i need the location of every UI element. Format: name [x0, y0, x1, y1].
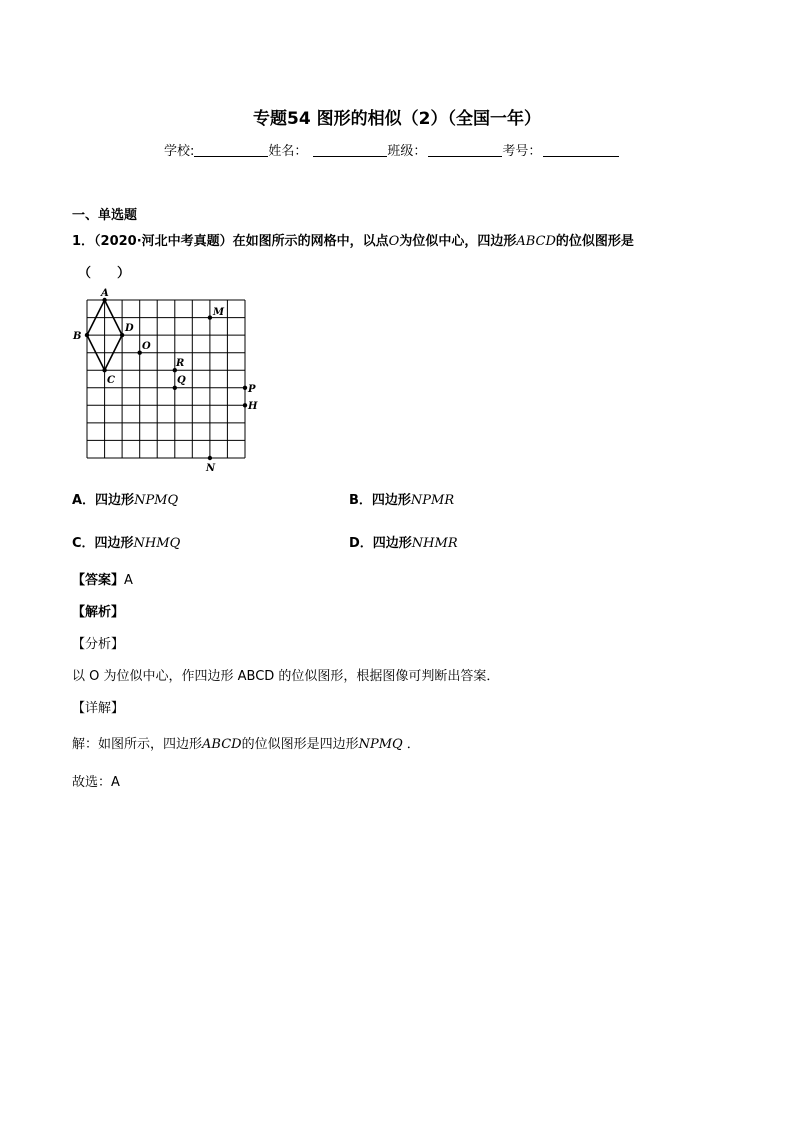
question-suffix: 的位似图形是 — [555, 234, 634, 249]
student-info-line — [164, 140, 619, 159]
option-a[interactable] — [72, 489, 178, 508]
fenxi-label: 【分析】 — [72, 637, 125, 652]
school-label: 学校: — [164, 144, 195, 159]
answer-value: A — [124, 573, 133, 588]
answer-bracket: （ ） — [78, 266, 131, 281]
point-labels — [72, 288, 258, 474]
detail-prefix: 解：如图所示，四边形 — [72, 737, 203, 752]
option-b-label: B．四边形 — [349, 493, 411, 508]
point-m — [208, 315, 212, 319]
question-quad: ABCD — [516, 234, 556, 249]
label-r: R — [176, 358, 185, 369]
page-title: 专题54 图形的相似（2）（全国一年） — [253, 109, 541, 129]
label-h: H — [248, 401, 258, 412]
class-blank — [428, 143, 502, 157]
label-n: N — [206, 463, 216, 474]
label-d: D — [125, 323, 134, 334]
name-blank — [313, 143, 387, 157]
label-c: C — [107, 375, 115, 386]
point-c — [102, 368, 106, 372]
label-b: B — [73, 331, 82, 342]
question-middle: 为位似中心，四边形 — [399, 234, 517, 249]
option-b[interactable] — [349, 489, 454, 508]
fenxi-text: 以 O 为位似中心，作四边形 ABCD 的位似图形，根据图像可判断出答案． — [72, 669, 500, 684]
option-c[interactable] — [72, 532, 180, 551]
point-q — [173, 386, 177, 390]
option-b-math: NPMR — [410, 493, 455, 508]
label-p: P — [248, 384, 256, 395]
detail-line — [72, 733, 420, 752]
option-d[interactable] — [349, 532, 458, 551]
point-n — [208, 456, 212, 460]
number-label: 考号： — [502, 144, 542, 159]
detail-result: NPMQ — [358, 737, 403, 752]
choose-line: 故选：A — [72, 775, 120, 790]
point-d — [120, 333, 124, 337]
point-p — [243, 386, 247, 390]
detail-quad: ABCD — [202, 737, 242, 752]
point-b — [85, 333, 89, 337]
detail-end: ． — [406, 737, 420, 752]
section-heading: 一、单选题 — [72, 208, 138, 223]
option-c-label: C．四边形 — [72, 536, 134, 551]
question-prefix: 1．（2020·河北中考真题）在如图所示的网格中，以点 — [72, 234, 389, 249]
school-blank — [194, 143, 268, 157]
grid-figure — [70, 286, 270, 476]
label-a: A — [101, 288, 109, 299]
option-c-math: NHMQ — [133, 536, 181, 551]
analysis-label: 【解析】 — [72, 605, 125, 620]
number-blank — [543, 143, 619, 157]
question-1 — [72, 230, 634, 249]
name-label: 姓名： — [268, 144, 308, 159]
option-a-label: A．四边形 — [72, 493, 135, 508]
answer-line — [72, 569, 133, 588]
option-d-math: NHMR — [411, 536, 458, 551]
detail-middle: 的位似图形是四边形 — [241, 737, 359, 752]
option-a-math: NPMQ — [134, 493, 179, 508]
label-q: Q — [177, 375, 186, 386]
option-d-label: D．四边形 — [349, 536, 412, 551]
detail-label: 【详解】 — [72, 701, 125, 716]
label-m: M — [213, 307, 225, 318]
answer-label: 【答案】 — [72, 573, 125, 588]
question-point-o: O — [388, 234, 400, 249]
class-label: 班级： — [387, 144, 427, 159]
point-h — [243, 403, 247, 407]
label-o: O — [142, 341, 151, 352]
